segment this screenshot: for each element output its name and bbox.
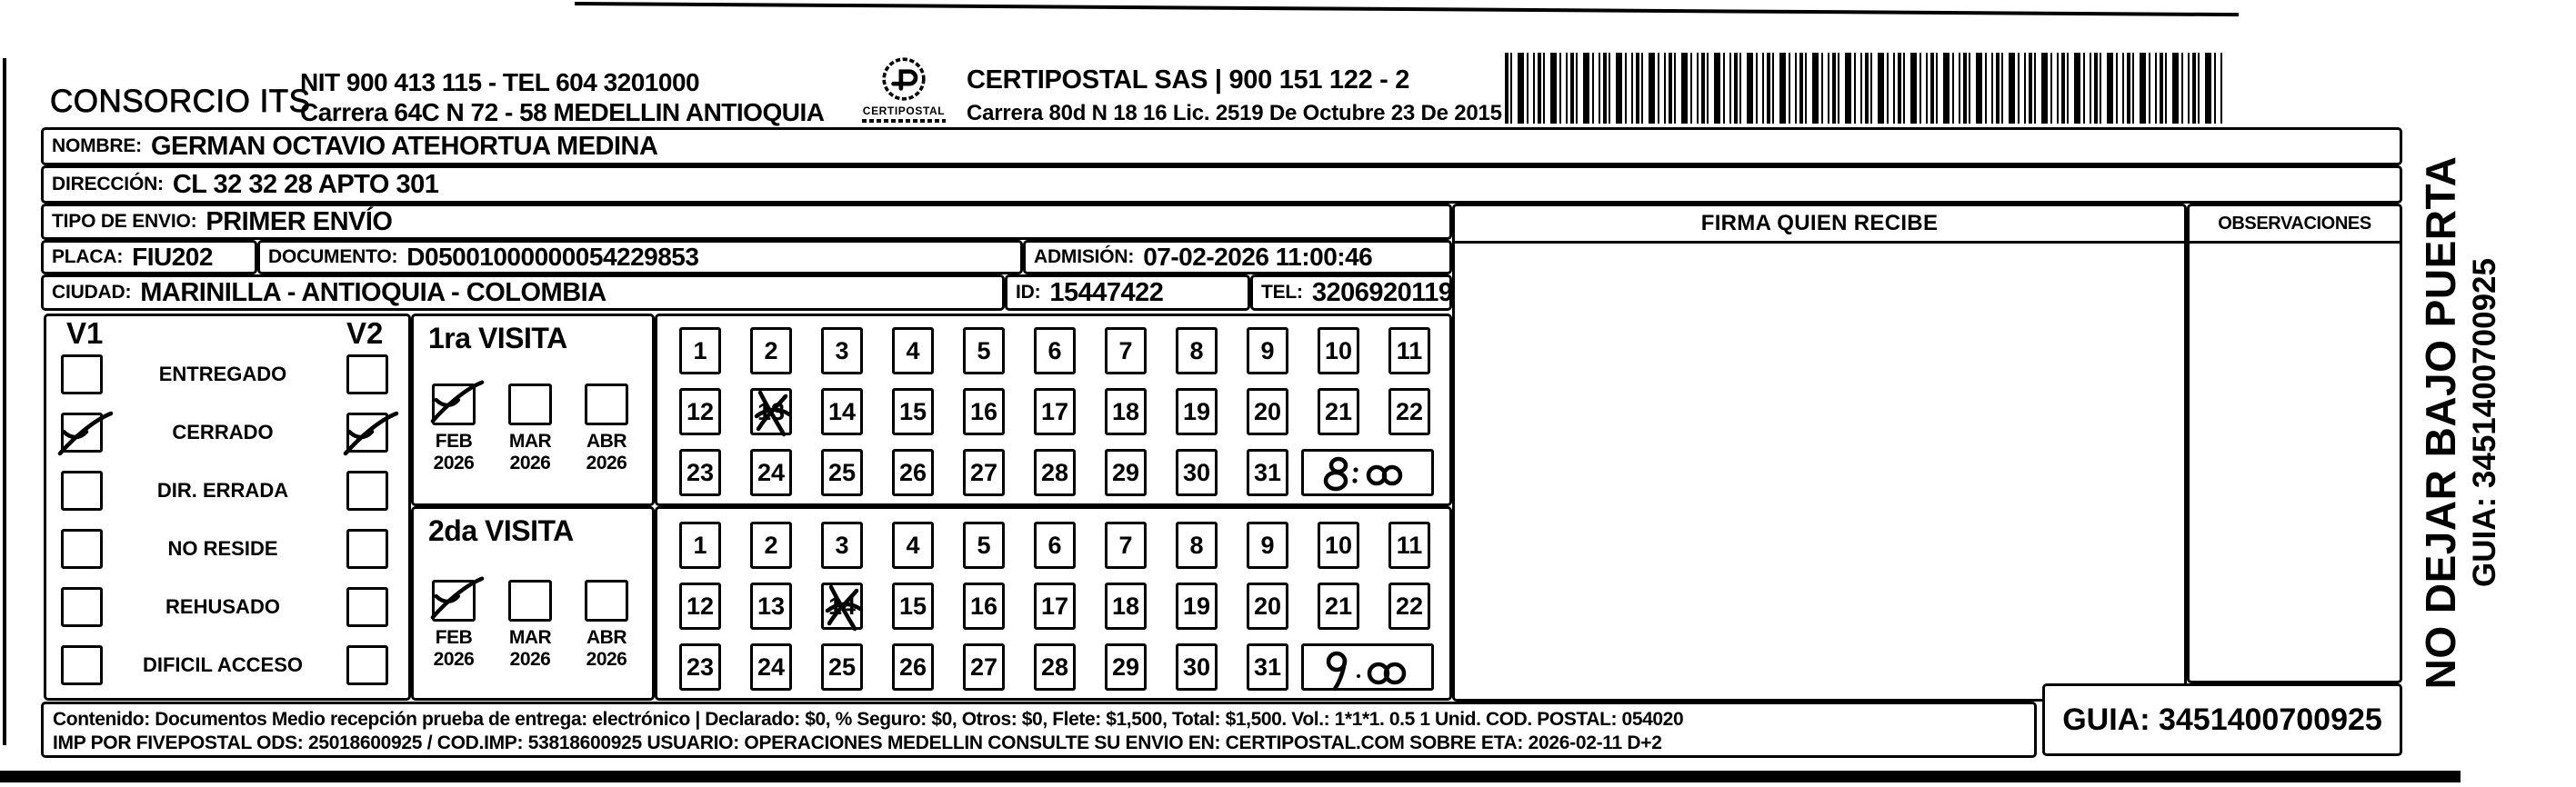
month-checkbox-feb[interactable]	[432, 580, 476, 622]
logo-text: CERTIPOSTAL	[862, 105, 946, 117]
visit-2-day-grid	[655, 506, 1452, 701]
contenido-line: Contenido: Documentos Medio recepción prueba de entrega: electrónico | Declarado: $0, % Seguro: $0, Otros: $0, Flete: $1,500, Total: $1,500. Vol.: 1*1*1. 0.5 1 Unid. COD. POSTAL: 054020	[53, 709, 1684, 730]
v2-checkbox-dir-errada[interactable]	[346, 471, 388, 511]
v2-checkbox-entregado[interactable]	[346, 354, 388, 394]
month-label: FEB 2026	[433, 431, 475, 473]
scan-artifact-bottom-bar	[0, 771, 2461, 782]
day-cell-4[interactable]: 4	[892, 522, 934, 569]
handwritten-scribble-mark	[749, 387, 795, 438]
nombre-label: NOMBRE:	[52, 135, 142, 156]
day-cell-11[interactable]: 11	[1388, 522, 1430, 569]
nombre-value: GERMAN OCTAVIO ATEHORTUA MEDINA	[150, 131, 658, 161]
day-cell-3[interactable]: 3	[821, 522, 863, 569]
day-cell-31[interactable]: 31	[1247, 449, 1288, 496]
day-cell-21[interactable]: 21	[1318, 388, 1359, 435]
direccion-value: CL 32 32 28 APTO 301	[172, 169, 439, 199]
day-cell-3[interactable]: 3	[821, 327, 863, 374]
day-cell-27[interactable]: 27	[963, 449, 1005, 496]
tipo-envio-label: TIPO DE ENVIO:	[52, 211, 197, 232]
day-cell-11[interactable]: 11	[1388, 327, 1430, 374]
day-cell-16[interactable]: 16	[963, 583, 1005, 630]
v2-checkbox-dificil-acceso[interactable]	[346, 645, 388, 685]
v1-checkbox-dir-errada[interactable]	[61, 471, 103, 511]
v1-checkbox-entregado[interactable]	[61, 354, 103, 394]
day-cell-9[interactable]: 9	[1247, 327, 1288, 374]
day-cell-1[interactable]: 1	[679, 327, 721, 374]
handwritten-check-mark	[342, 406, 400, 461]
day-cell-18[interactable]: 18	[1105, 583, 1147, 630]
tracking-barcode	[1505, 53, 2223, 124]
day-cell-7[interactable]: 7	[1105, 327, 1147, 374]
month-checkbox-abr[interactable]	[585, 580, 628, 622]
field-admision	[1023, 240, 1452, 274]
signature-area[interactable]	[1455, 244, 2184, 699]
day-cell-19[interactable]: 19	[1176, 388, 1218, 435]
handwritten-check-mark	[429, 375, 486, 428]
status-option-label: ENTREGADO	[158, 363, 287, 385]
field-ciudad	[41, 274, 1005, 311]
v1-column-header: V1	[66, 316, 104, 350]
v2-checkbox-rehusado[interactable]	[346, 587, 388, 627]
observaciones-column	[2187, 204, 2402, 683]
day-cell-10[interactable]: 10	[1318, 327, 1359, 374]
side-note	[2407, 105, 2512, 741]
month-checkbox-mar[interactable]	[508, 580, 552, 622]
delivery-status-box	[44, 314, 411, 701]
month-label: ABR 2026	[586, 431, 627, 473]
no-dejar-bajo-puerta-note: NO DEJAR BAJO PUERTA	[2417, 155, 2464, 690]
day-cell-31[interactable]: 31	[1247, 643, 1288, 691]
day-cell-2[interactable]: 2	[750, 522, 792, 569]
day-cell-26[interactable]: 26	[892, 449, 934, 496]
operator-name-nit: CERTIPOSTAL SAS | 900 151 122 - 2	[967, 65, 1410, 95]
v1-checkbox-cerrado[interactable]	[61, 413, 103, 453]
certipostal-logo-icon	[879, 55, 928, 104]
day-cell-23[interactable]: 23	[679, 643, 721, 691]
visit-1-box	[411, 314, 655, 506]
day-cell-7[interactable]: 7	[1105, 522, 1147, 569]
status-option-label: NO RESIDE	[167, 537, 278, 560]
visit-1-day-grid	[655, 314, 1452, 506]
v1-checkbox-rehusado[interactable]	[61, 587, 103, 627]
visit-time-box[interactable]	[1301, 643, 1434, 691]
field-nombre	[41, 127, 2402, 165]
day-cell-20[interactable]: 20	[1247, 388, 1288, 435]
day-cell-24[interactable]: 24	[750, 643, 792, 691]
company-info	[300, 67, 824, 127]
contenido-box	[41, 702, 2037, 758]
company-nit-tel: NIT 900 413 115 - TEL 604 3201000	[300, 68, 700, 96]
tel-label: TEL:	[1261, 282, 1303, 303]
status-option-label: DIR. ERRADA	[156, 479, 289, 502]
scan-artifact-left-line	[3, 58, 6, 745]
day-cell-30[interactable]: 30	[1176, 643, 1218, 691]
day-cell-13[interactable]: 13	[750, 583, 792, 630]
day-cell-19[interactable]: 19	[1176, 583, 1218, 630]
day-cell-30[interactable]: 30	[1176, 449, 1218, 496]
day-cell-27[interactable]: 27	[963, 643, 1005, 691]
handwritten-check-mark	[429, 572, 486, 624]
day-cell-8[interactable]: 8	[1176, 522, 1218, 569]
day-cell-13[interactable]: 13	[750, 388, 792, 435]
day-cell-22[interactable]: 22	[1388, 388, 1430, 435]
firma-header: FIRMA QUIEN RECIBE	[1455, 206, 2184, 244]
day-cell-6[interactable]: 6	[1034, 522, 1076, 569]
visit-2-box	[411, 506, 655, 701]
documento-value: D05001000000054229853	[406, 243, 699, 271]
day-cell-6[interactable]: 6	[1034, 327, 1076, 374]
v1-checkbox-dificil-acceso[interactable]	[61, 645, 103, 685]
day-cell-28[interactable]: 28	[1034, 449, 1076, 496]
documento-label: DOCUMENTO:	[268, 246, 398, 267]
day-cell-12[interactable]: 12	[679, 388, 721, 435]
day-cell-21[interactable]: 21	[1318, 583, 1359, 630]
day-cell-10[interactable]: 10	[1318, 522, 1359, 569]
v2-checkbox-cerrado[interactable]	[346, 413, 388, 453]
day-cell-12[interactable]: 12	[679, 583, 721, 630]
day-cell-29[interactable]: 29	[1105, 643, 1147, 691]
status-option-label: REHUSADO	[165, 595, 280, 618]
admision-label: ADMISIÓN:	[1034, 246, 1135, 267]
handwritten-scribble-mark	[820, 582, 866, 633]
visit-title: 2da VISITA	[428, 514, 574, 547]
day-cell-26[interactable]: 26	[892, 643, 934, 691]
status-option-label: CERRADO	[172, 421, 274, 443]
day-cell-14[interactable]: 14	[821, 583, 863, 630]
guia-number-box: GUIA: 3451400700925	[2042, 683, 2402, 756]
day-cell-16[interactable]: 16	[963, 388, 1005, 435]
placa-label: PLACA:	[52, 246, 124, 267]
admision-value: 07-02-2026 11:00:46	[1143, 243, 1373, 271]
day-cell-5[interactable]: 5	[963, 327, 1005, 374]
day-cell-18[interactable]: 18	[1105, 388, 1147, 435]
visit-title: 1ra VISITA	[428, 322, 567, 354]
firma-column	[1452, 204, 2187, 702]
company-address: Carrera 64C N 72 - 58 MEDELLIN ANTIOQUIA	[300, 98, 825, 126]
field-documento	[257, 240, 1023, 274]
id-value: 15447422	[1049, 277, 1164, 307]
month-checkbox-abr[interactable]	[585, 384, 628, 425]
month-label: FEB 2026	[433, 627, 475, 670]
day-cell-15[interactable]: 15	[892, 583, 934, 630]
field-tel	[1250, 274, 1452, 311]
handwritten-time	[1304, 452, 1437, 499]
ciudad-label: CIUDAD:	[52, 282, 132, 303]
day-cell-20[interactable]: 20	[1247, 583, 1288, 630]
day-cell-14[interactable]: 14	[821, 388, 863, 435]
v2-checkbox-no-reside[interactable]	[346, 529, 388, 569]
day-cell-29[interactable]: 29	[1105, 449, 1147, 496]
direccion-label: DIRECCIÓN:	[52, 174, 164, 194]
day-cell-22[interactable]: 22	[1388, 583, 1430, 630]
day-cell-5[interactable]: 5	[963, 522, 1005, 569]
visit-time-box[interactable]	[1301, 449, 1434, 496]
field-direccion	[41, 165, 2402, 204]
tipo-envio-value: PRIMER ENVÍO	[205, 206, 393, 236]
side-guia-number: GUIA: 3451400700925	[2467, 258, 2502, 587]
handwritten-time	[1304, 646, 1437, 693]
day-cell-23[interactable]: 23	[679, 449, 721, 496]
field-placa	[41, 240, 257, 274]
company-name: CONSORCIO ITS	[50, 84, 311, 119]
month-label: ABR 2026	[586, 627, 627, 670]
month-checkbox-feb[interactable]	[432, 384, 476, 425]
month-label: MAR 2026	[508, 431, 552, 473]
day-cell-24[interactable]: 24	[750, 449, 792, 496]
month-label: MAR 2026	[508, 627, 552, 670]
day-cell-4[interactable]: 4	[892, 327, 934, 374]
scan-artifact-top-line	[575, 2, 2239, 16]
placa-value: FIU202	[132, 243, 213, 271]
imp-line: IMP POR FIVEPOSTAL ODS: 25018600925 / COD.IMP: 53818600925 USUARIO: OPERACIONES MEDELLIN CONSULTE SU ENVIO EN: CERTIPOSTAL.COM SOBRE ETA: 2026-02-11 D+2	[53, 732, 1662, 753]
tel-value: 3206920119	[1311, 277, 1453, 307]
day-cell-8[interactable]: 8	[1176, 327, 1218, 374]
field-id	[1005, 274, 1250, 311]
day-cell-28[interactable]: 28	[1034, 643, 1076, 691]
id-label: ID:	[1016, 282, 1041, 303]
day-cell-25[interactable]: 25	[821, 643, 863, 691]
operator-address-license: Carrera 80d N 18 16 Lic. 2519 De Octubre 23 De 2015	[967, 101, 1502, 125]
status-option-label: DIFICIL ACCESO	[142, 653, 303, 676]
day-cell-17[interactable]: 17	[1034, 388, 1076, 435]
observaciones-area[interactable]	[2190, 244, 2400, 681]
day-cell-25[interactable]: 25	[821, 449, 863, 496]
day-cell-2[interactable]: 2	[750, 327, 792, 374]
observaciones-header: OBSERVACIONES	[2190, 206, 2400, 244]
logo-tagline-decoration	[862, 119, 946, 123]
day-cell-1[interactable]: 1	[679, 522, 721, 569]
certipostal-logo	[853, 55, 955, 123]
ciudad-value: MARINILLA - ANTIOQUIA - COLOMBIA	[140, 277, 606, 307]
v2-column-header: V2	[346, 316, 384, 350]
day-cell-9[interactable]: 9	[1247, 522, 1288, 569]
v1-checkbox-no-reside[interactable]	[61, 529, 103, 569]
day-cell-15[interactable]: 15	[892, 388, 934, 435]
field-tipo-envio	[41, 204, 1452, 240]
day-cell-17[interactable]: 17	[1034, 583, 1076, 630]
operator-info	[967, 65, 1502, 126]
month-checkbox-mar[interactable]	[508, 384, 552, 425]
